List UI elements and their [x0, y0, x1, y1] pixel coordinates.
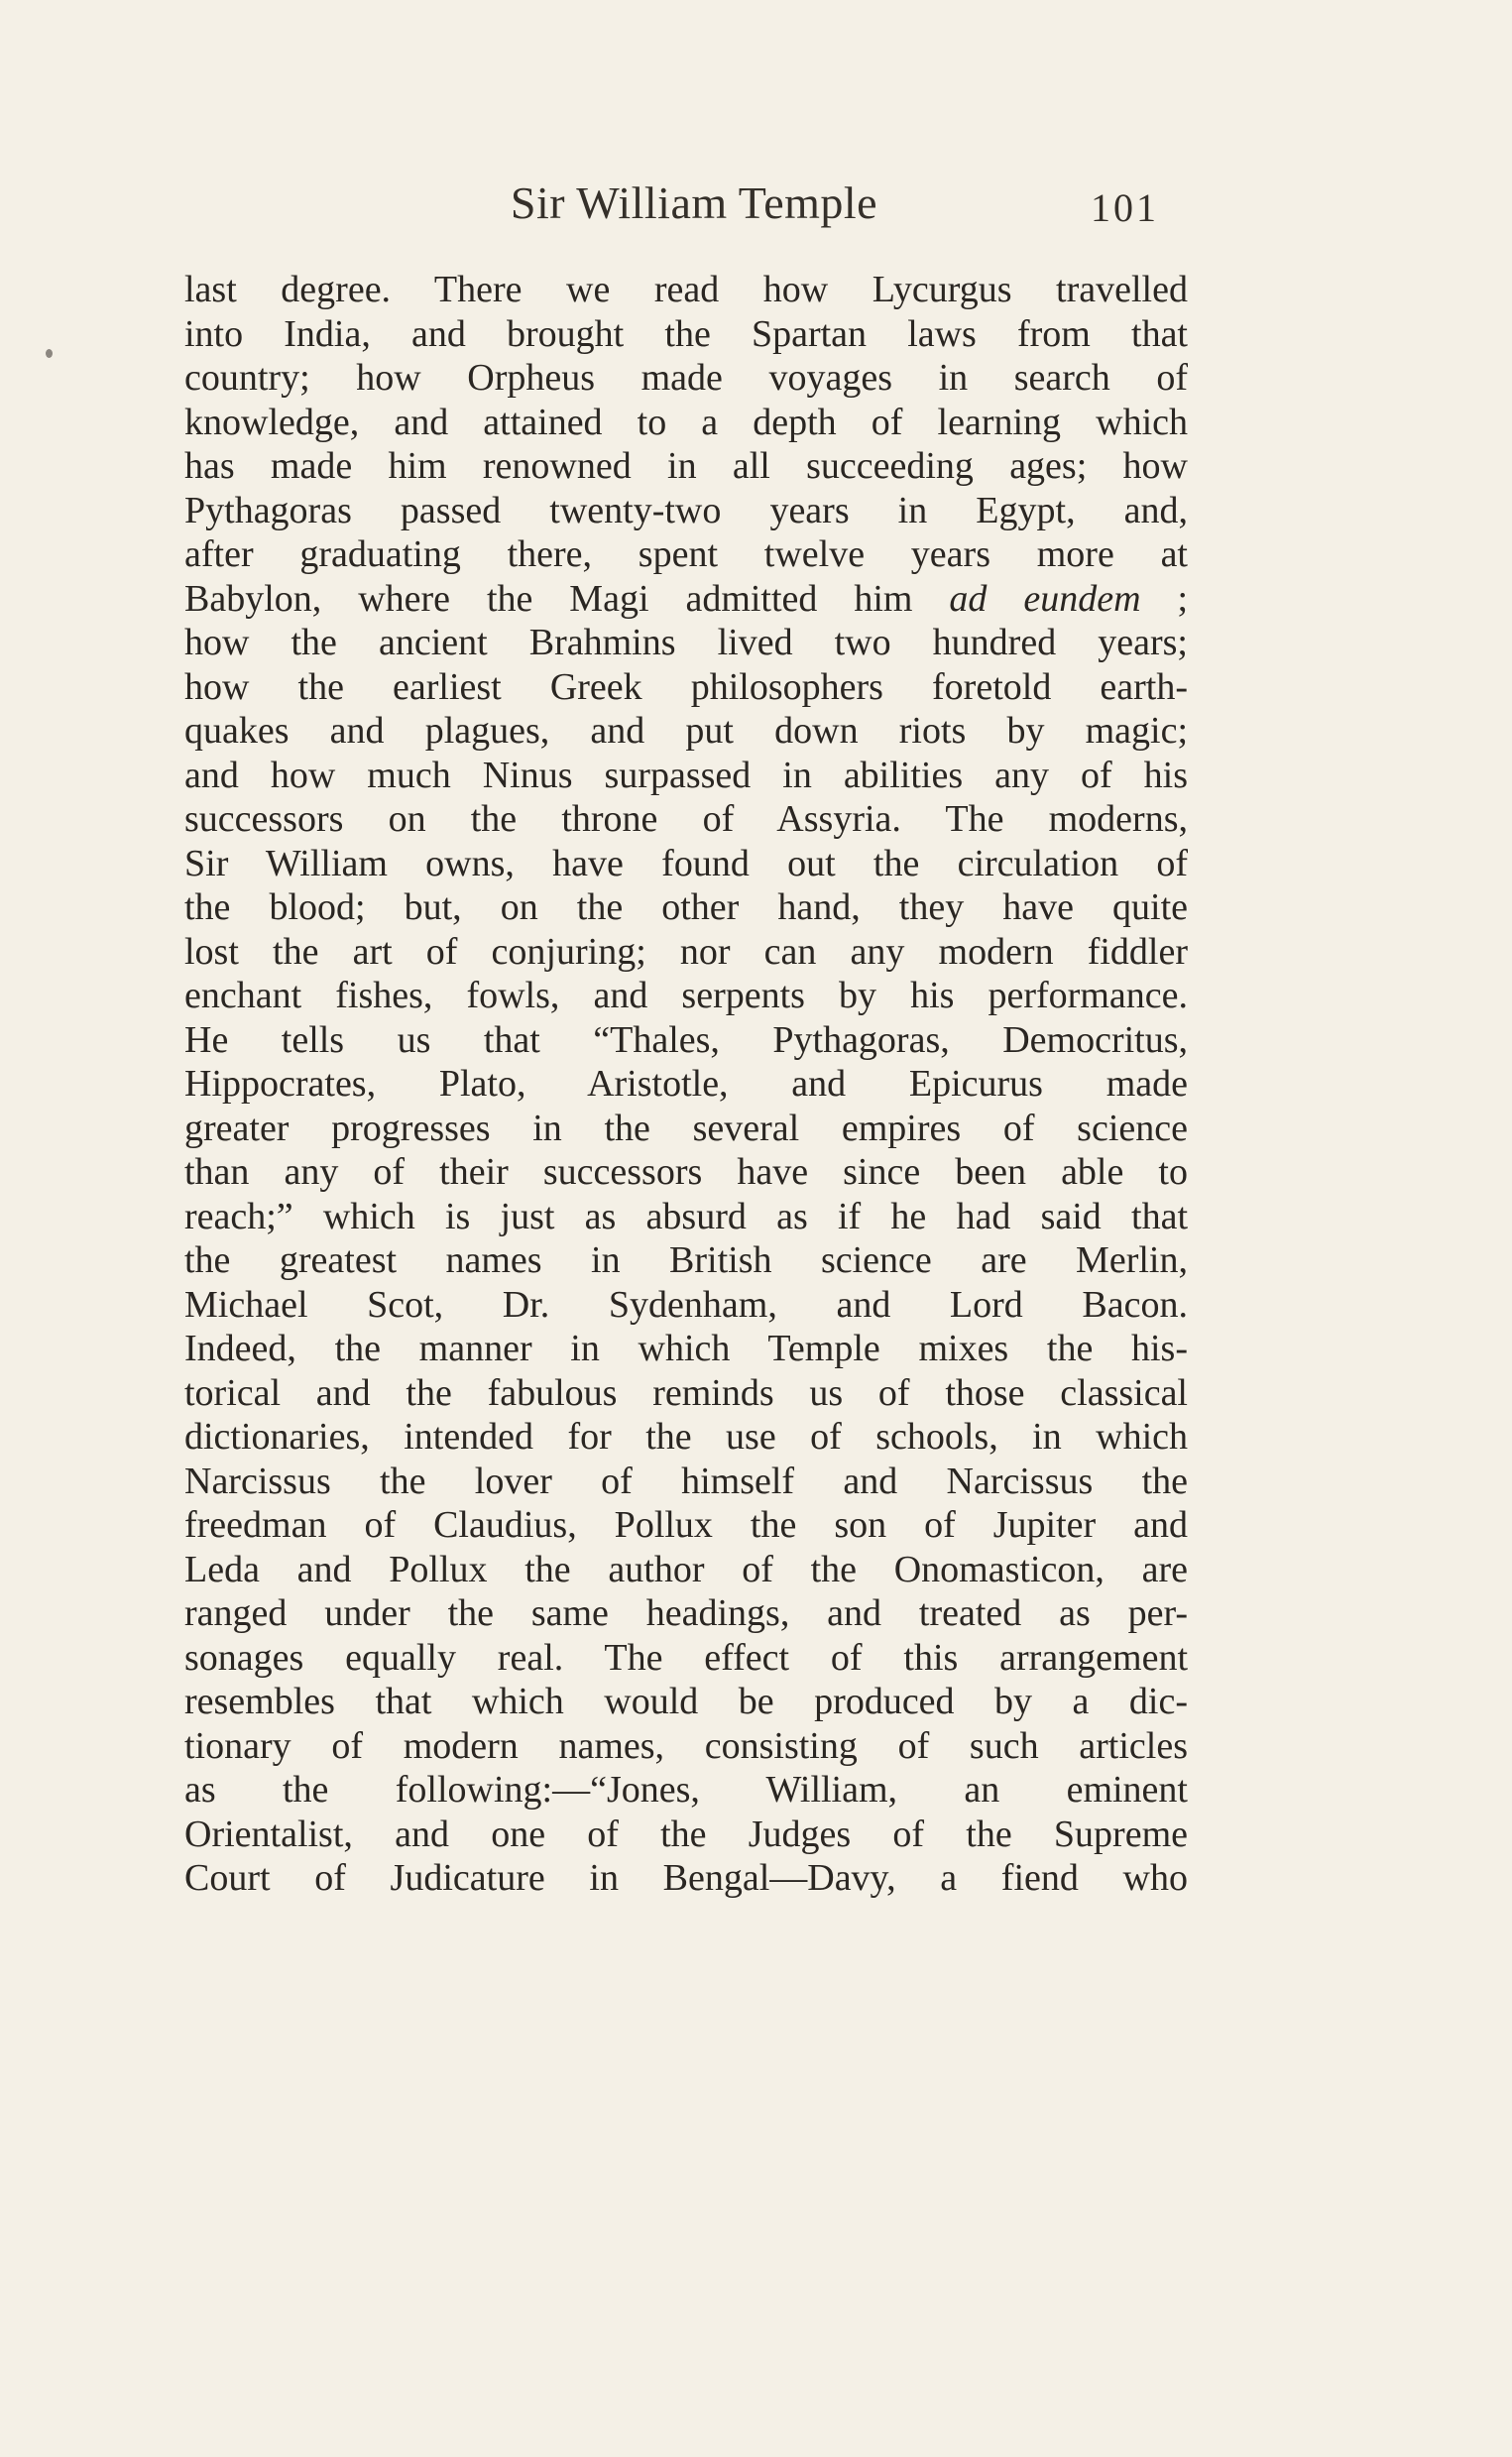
running-title: Sir William Temple — [510, 177, 878, 228]
body-text — [184, 268, 1188, 1901]
text-line: reach;” which is just as absurd as if he had said that — [184, 1195, 1188, 1237]
text-line: Orientalist, and one of the Judges of the Supreme — [184, 1813, 1188, 1855]
text-line: tionary of modern names, consisting of such articles — [184, 1724, 1188, 1767]
text-line: has made him renowned in all succeeding ages; how — [184, 445, 1188, 487]
italic-phrase: ad eundem — [949, 577, 1141, 620]
text-line: Indeed, the manner in which Temple mixes the his- — [184, 1328, 1188, 1369]
text-line: Court of Judicature in Bengal—Davy, a fiend who — [184, 1857, 1188, 1899]
text-line: He tells us that “Thales, Pythagoras, Democritus, — [184, 1018, 1188, 1061]
text-line: Pythagoras passed twenty-two years in Egypt, and, — [184, 489, 1188, 531]
text-line: Narcissus the lover of himself and Narcissus the — [184, 1460, 1188, 1502]
text-line: torical and the fabulous reminds us of those classical — [184, 1371, 1188, 1414]
text-line: resembles that which would be produced by a dic- — [184, 1681, 1188, 1722]
running-head — [0, 176, 1512, 236]
text-line: greater progresses in the several empires of science — [184, 1107, 1188, 1149]
text-line: and how much Ninus surpassed in abilities any of his — [184, 754, 1188, 796]
text-line: enchant fishes, fowls, and serpents by his performance. — [184, 975, 1188, 1016]
text-line: last degree. There we read how Lycurgus travelled — [184, 269, 1188, 310]
text-line: the blood; but, on the other hand, they have quite — [184, 886, 1188, 928]
text-line: than any of their successors have since been able to — [184, 1151, 1188, 1193]
text-line: how the ancient Brahmins lived two hundred years; — [184, 622, 1188, 663]
text-line: lost the art of conjuring; nor can any modern fiddler — [184, 930, 1188, 973]
text-line: how the earliest Greek philosophers foretold earth- — [184, 665, 1188, 708]
text-line: the greatest names in British science are Merlin, — [184, 1239, 1188, 1281]
text-line: quakes and plagues, and put down riots by magic; — [184, 710, 1188, 752]
text-line: ranged under the same headings, and treated as per- — [184, 1592, 1188, 1634]
text-line: after graduating there, spent twelve years more at — [184, 533, 1188, 575]
page-number: 101 — [1091, 185, 1159, 230]
text-line: freedman of Claudius, Pollux the son of Jupiter and — [184, 1504, 1188, 1546]
text-line: knowledge, and attained to a depth of learning which — [184, 401, 1188, 443]
text-line: Hippocrates, Plato, Aristotle, and Epicurus made — [184, 1063, 1188, 1105]
text-line: dictionaries, intended for the use of schools, in which — [184, 1416, 1188, 1458]
text-line: successors on the throne of Assyria. The moderns, — [184, 798, 1188, 840]
text-line: Leda and Pollux the author of the Onomasticon, are — [184, 1548, 1188, 1590]
text-line: into India, and brought the Spartan laws from that — [184, 312, 1188, 355]
text-line: Sir William owns, have found out the circulation of — [184, 842, 1188, 884]
text-line: Babylon, where the Magi admitted him ad eundem ; — [184, 577, 1188, 620]
text-line: country; how Orpheus made voyages in search of — [184, 357, 1188, 399]
margin-speck — [46, 349, 53, 358]
text-line: sonages equally real. The effect of this arrangement — [184, 1636, 1188, 1679]
text-line: Michael Scot, Dr. Sydenham, and Lord Bacon. — [184, 1283, 1188, 1326]
text-line: as the following:—“Jones, William, an eminent — [184, 1769, 1188, 1811]
